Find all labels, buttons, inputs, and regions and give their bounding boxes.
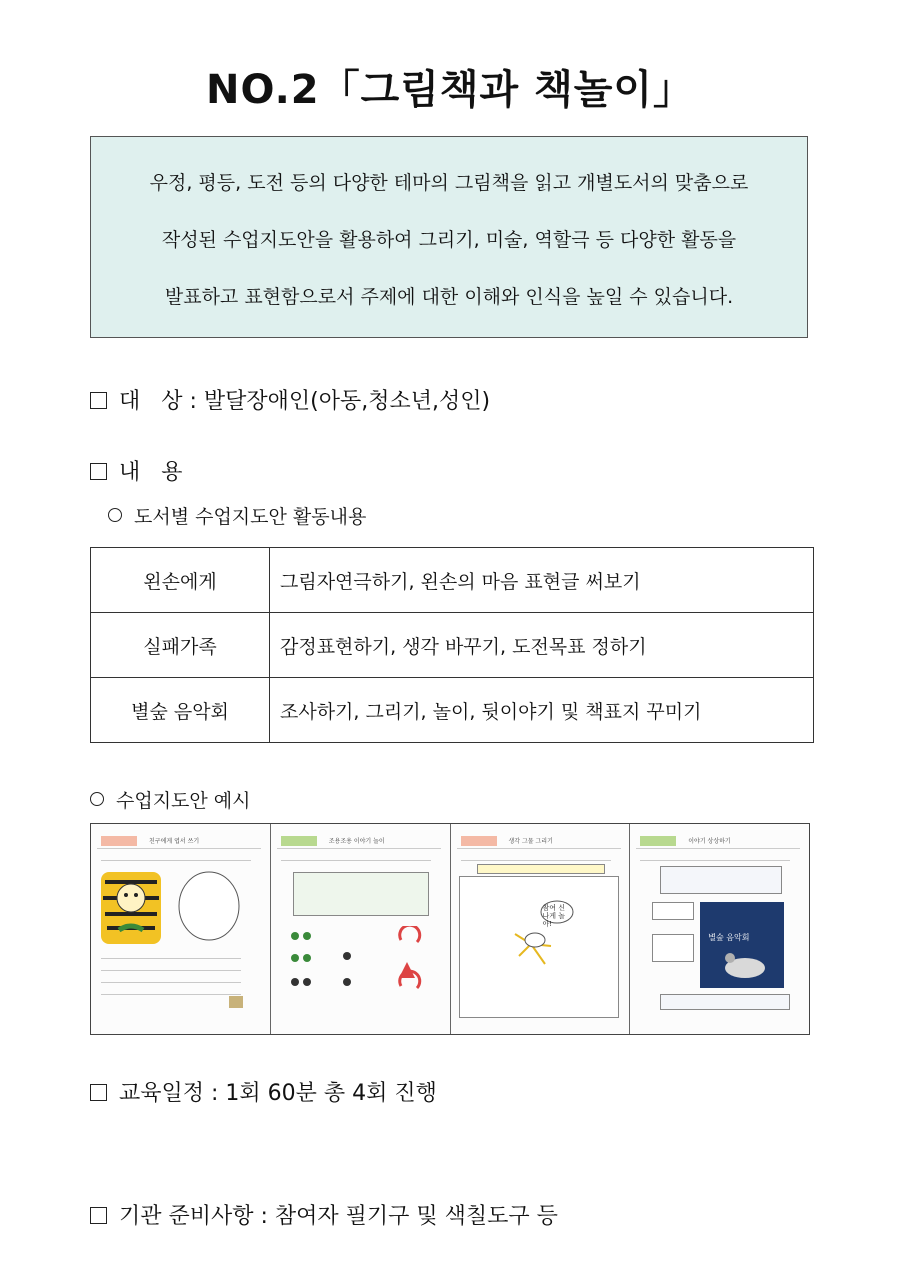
example-page-title: 조용조용 이야기 놀이	[328, 838, 385, 845]
page-title: NO.2「그림책과 책놀이」	[205, 67, 695, 113]
intro-line-2: 작성된 수업지도안을 활용하여 그리기, 미술, 역할극 등 다양한 활동을	[161, 229, 737, 251]
circle-bullet-icon	[108, 508, 122, 522]
example-page-title: 이야기 상상하기	[688, 838, 731, 845]
example-page-3	[451, 824, 631, 1034]
example-page-1	[91, 824, 271, 1034]
preparation-text: 기관 준비사항 : 참여자 필기구 및 색칠도구 등	[119, 1204, 558, 1229]
schedule-section	[90, 1076, 437, 1107]
example-subheading	[90, 786, 251, 813]
content-section	[90, 455, 182, 486]
book-cell: 왼손에게	[91, 548, 270, 613]
intro-box	[90, 136, 808, 338]
book-cell: 별숲 음악회	[91, 678, 270, 743]
book-cover-image	[700, 902, 784, 988]
example-heading-text: 수업지도안 예시	[116, 790, 251, 812]
checkbox-icon	[90, 463, 107, 480]
activities-table	[90, 547, 814, 743]
activity-cell: 그림자연극하기, 왼손의 마음 표현글 써보기	[270, 548, 814, 613]
target-text: 대 상 : 발달장애인(아동,청소년,성인)	[119, 389, 491, 414]
book-cell: 실패가족	[91, 613, 270, 678]
activities-subheading	[108, 502, 366, 529]
example-page-2	[271, 824, 451, 1034]
tiger-illustration	[99, 868, 249, 948]
checkbox-icon	[90, 1207, 107, 1224]
checkbox-icon	[90, 1084, 107, 1101]
intro-line-1: 우정, 평등, 도전 등의 다양한 테마의 그림책을 읽고 개별도서의 맞춤으로	[149, 172, 749, 194]
checkbox-icon	[90, 392, 107, 409]
content-heading: 내 용	[119, 460, 183, 485]
intro-line-3: 발표하고 표현함으로서 주제에 대한 이해와 인식을 높일 수 있습니다.	[164, 286, 734, 308]
activity-cell: 조사하기, 그리기, 놀이, 뒷이야기 및 책표지 꾸미기	[270, 678, 814, 743]
target-section	[90, 384, 490, 415]
book-cover-title: 별숲 음악회	[708, 933, 750, 942]
activity-cell: 감정표현하기, 생각 바꾸기, 도전목표 정하기	[270, 613, 814, 678]
example-page-title: 생각 그물 그리기	[508, 838, 553, 845]
table-row	[91, 613, 814, 678]
circle-bullet-icon	[90, 792, 104, 806]
table-row	[91, 678, 814, 743]
table-row	[91, 548, 814, 613]
bubble-text: 참여 신나게 놀아!	[542, 904, 566, 928]
example-page-title: 친구에게 엽서 쓰기	[149, 838, 200, 845]
example-page-4	[630, 824, 809, 1034]
schedule-text: 교육일정 : 1회 60분 총 4회 진행	[119, 1081, 437, 1106]
activities-heading-text: 도서별 수업지도안 활동내용	[134, 506, 367, 528]
preparation-section	[90, 1199, 558, 1230]
people-illustration	[283, 926, 438, 1006]
lesson-plan-examples	[90, 823, 810, 1035]
